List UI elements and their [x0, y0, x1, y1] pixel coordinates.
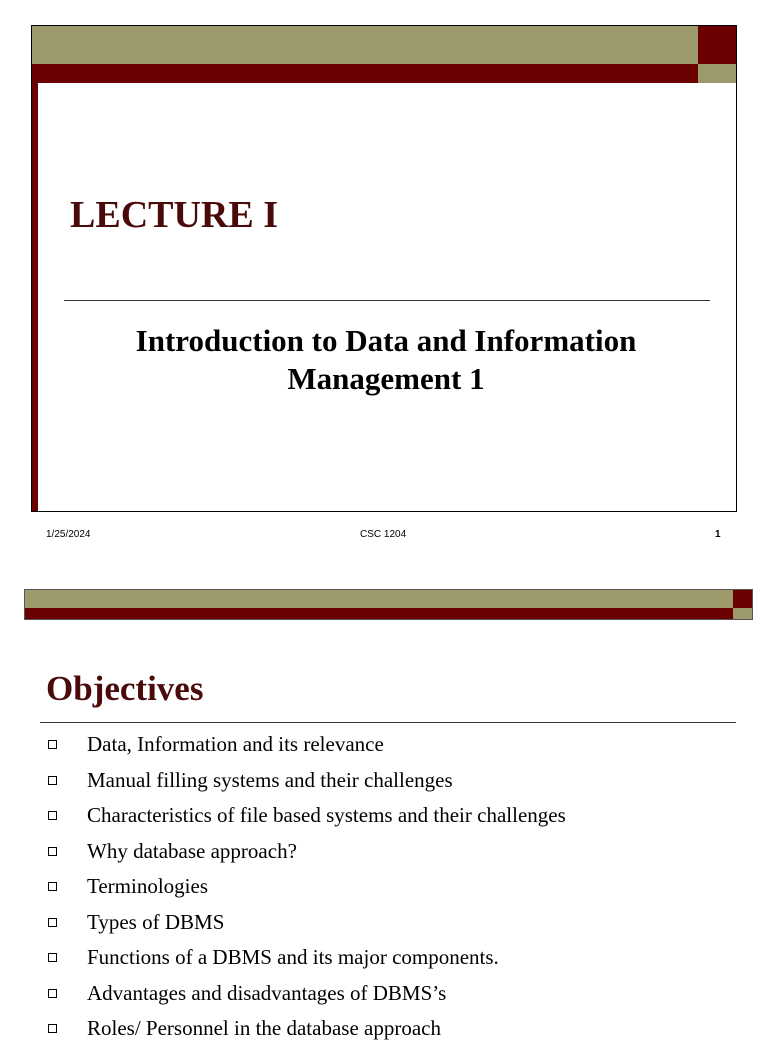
list-item-text: Manual filling systems and their challenges	[87, 767, 453, 792]
list-item-text: Why database approach?	[87, 838, 297, 863]
list-item	[48, 944, 566, 980]
slide1-footer-course: CSC 1204	[360, 529, 407, 540]
list-item-text: Characteristics of file based systems and their challenges	[87, 803, 566, 827]
list-item-text: Types of DBMS	[87, 909, 225, 934]
slide2-heading: Objectives	[46, 669, 204, 708]
slide1-footer-date: 1/25/2024	[46, 529, 91, 540]
slide1-divider	[64, 300, 710, 301]
slide1-subtitle: Introduction to Data and Information Management 1	[135, 323, 637, 396]
square-bullet-icon	[48, 882, 57, 891]
list-item	[48, 909, 566, 945]
list-item	[48, 873, 566, 909]
slide2-divider	[40, 722, 736, 723]
square-bullet-icon	[48, 811, 57, 820]
square-bullet-icon	[48, 847, 57, 856]
list-item	[48, 802, 566, 838]
slide1-footer-page-number: 1	[715, 529, 721, 540]
slide1-title: LECTURE I	[70, 194, 278, 236]
square-bullet-icon	[48, 1024, 57, 1033]
list-item	[48, 767, 566, 803]
list-item	[48, 980, 566, 1016]
list-item	[48, 838, 566, 874]
slide1-frame	[31, 25, 737, 512]
square-bullet-icon	[48, 776, 57, 785]
list-item	[48, 1015, 566, 1051]
list-item	[48, 731, 566, 767]
list-item-text: Roles/ Personnel in the database approach	[87, 1016, 441, 1040]
list-item-text: Terminologies	[87, 874, 209, 898]
square-bullet-icon	[48, 918, 57, 927]
square-bullet-icon	[48, 989, 57, 998]
slide2-header-border	[24, 589, 753, 620]
list-item-text: Advantages and disadvantages of DBMS’s	[87, 980, 447, 1005]
list-item-text: Functions of a DBMS and its major components.	[87, 945, 499, 969]
square-bullet-icon	[48, 740, 57, 749]
square-bullet-icon	[48, 953, 57, 962]
list-item-text: Data, Information and its relevance	[87, 732, 384, 756]
objectives-list	[48, 731, 566, 1051]
